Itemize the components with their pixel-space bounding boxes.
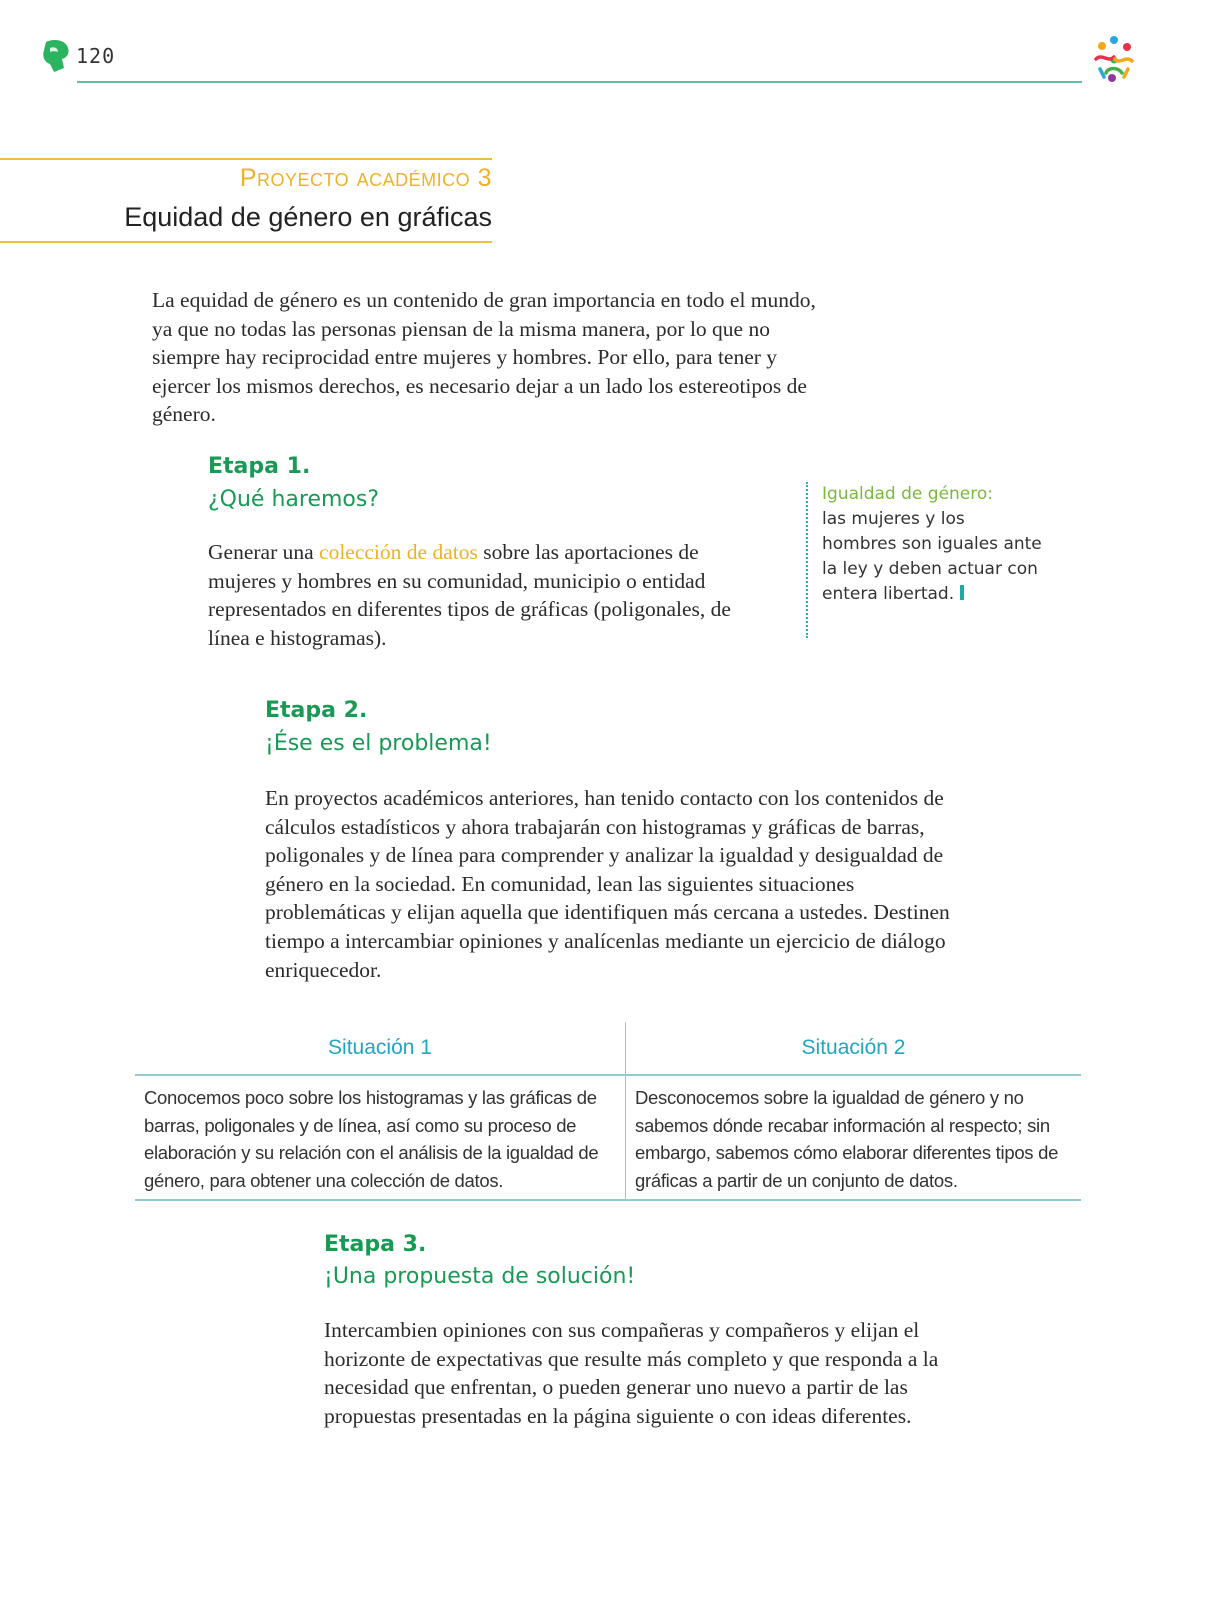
etapa1-title: ¿Qué haremos?: [208, 487, 380, 512]
etapa1-paragraph: [208, 538, 768, 652]
project-title: Equidad de género en gráficas: [124, 202, 492, 232]
situation2-text: Desconocemos sobre la igualdad de género y no sabemos dónde recabar información al respecto; sin embargo, sabemos cómo elaborar diferentes tipos de gráficas a partir de un conjunto de datos.: [635, 1087, 1059, 1191]
end-mark-icon: [960, 585, 964, 600]
title-top-rule: [0, 158, 492, 160]
glossary-term: Igualdad de género:: [822, 484, 994, 504]
community-figures-icon: [1088, 33, 1140, 85]
glossary-sidebar: [806, 482, 1042, 638]
etapa1-highlight: colección de datos: [319, 540, 478, 564]
etapa2-paragraph: En proyectos académicos anteriores, han tenido contacto con los contenidos de cálculos estadísticos y ahora trabajarán con histogramas y gráficas de barras, poligonales y de línea para comprender y analizar la igualdad y desigualdad de género en la sociedad. En comunidad, lean las siguientes situaciones problemáticas y elijan aquella que identifiquen más cercana a ustedes. Destinen tiempo a intercambiar opiniones y analícenlas mediante un ejercicio de diálogo enriquecedor.: [265, 786, 950, 982]
glossary-definition: [822, 507, 1042, 607]
situations-header-rule: [135, 1074, 1081, 1076]
etapa3-title: ¡Una propuesta de solución!: [324, 1264, 636, 1289]
etapa1-number: Etapa 1.: [208, 454, 311, 479]
title-bottom-rule: [0, 241, 492, 243]
project-label: Proyecto académico 3: [239, 164, 492, 192]
situations-bottom-rule: [135, 1199, 1081, 1201]
page-number: 120: [76, 44, 116, 68]
situations-table: [135, 1022, 1081, 1200]
intro-paragraph: La equidad de género es un contenido de gran importancia en todo el mundo, ya que no todas las personas piensan de la misma manera, por lo que no siempre hay reciprocidad entre mujeres y hombres. Por ello, para tener y ejercer los mismos derechos, es necesario dejar a un lado los estereotipos de género.: [152, 288, 816, 427]
book-emblem-icon: [40, 38, 72, 74]
header-divider: [77, 81, 1082, 83]
etapa2-number: Etapa 2.: [265, 698, 368, 723]
situation1-heading: Situación 1: [328, 1036, 432, 1059]
etapa1-text-after: sobre las aportaciones de mujeres y hombres en su comunidad, municipio o entidad representados en diferentes tipos de gráficas (poligonales, de línea e histogramas).: [208, 540, 731, 650]
situation2-heading: Situación 2: [801, 1036, 906, 1059]
etapa3-number: Etapa 3.: [324, 1232, 427, 1257]
etapa3-paragraph: Intercambien opiniones con sus compañeras y compañeros y elijan el horizonte de expectativas que resulte más completo y que responda a la necesidad que enfrentan, o pueden generar uno nuevo a partir de las propuestas presentadas en la página siguiente o con ideas diferentes.: [324, 1318, 939, 1428]
glossary-definition-text: las mujeres y los hombres son iguales ante la ley y deben actuar con entera libertad.: [822, 509, 1042, 604]
etapa2-title: ¡Ése es el problema!: [265, 731, 492, 756]
situation1-text: Conocemos poco sobre los histogramas y las gráficas de barras, poligonales y de línea, así como su proceso de elaboración y su relación con el análisis de la igualdad de género, para obtener una colección de datos.: [144, 1087, 599, 1191]
etapa1-text-before: Generar una: [208, 540, 320, 564]
